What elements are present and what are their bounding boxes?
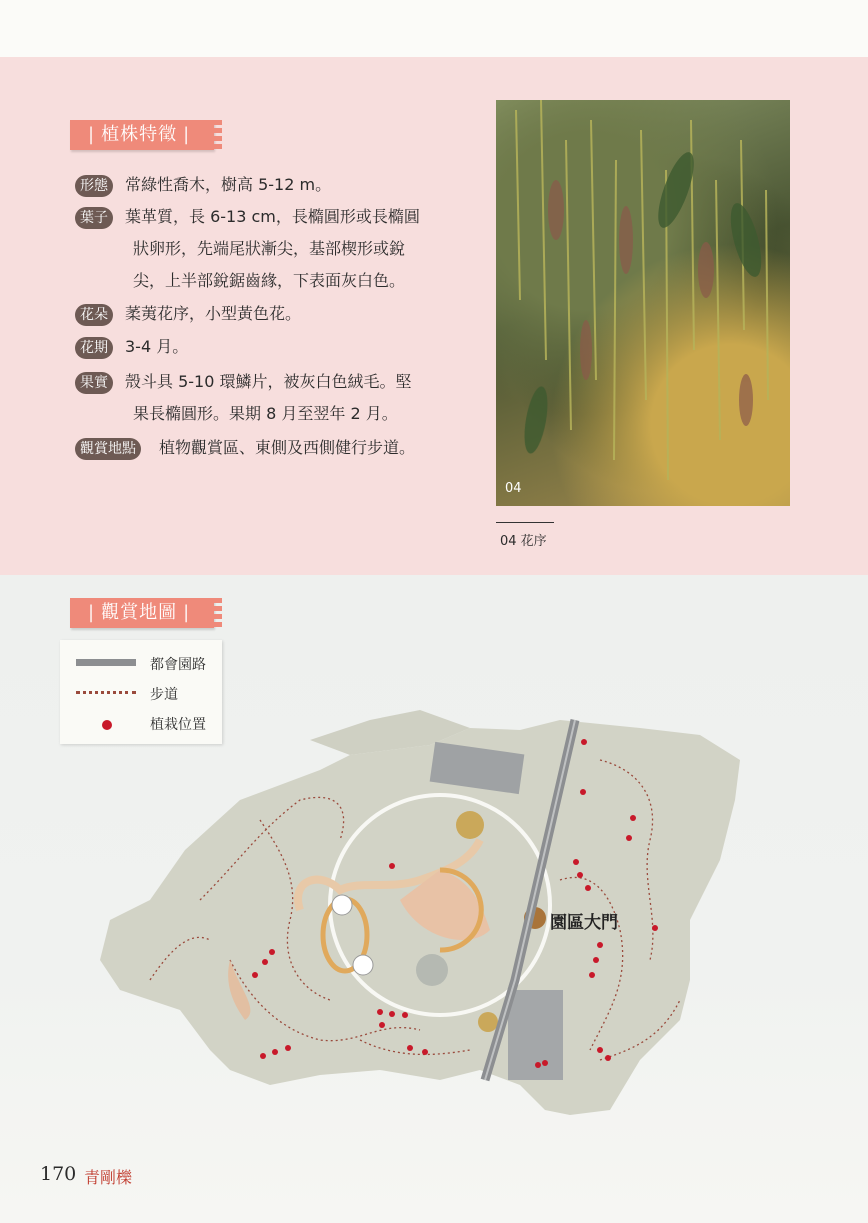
plant-dot <box>581 739 587 745</box>
feature-text: 尖，上半部銳鋸齒緣，下表面灰白色。 <box>133 271 406 290</box>
feature-badge: 花期 <box>75 337 113 359</box>
plant-dot <box>573 859 579 865</box>
photo-caption: 04 花序 <box>500 534 547 549</box>
feature-text: 狀卵形，先端尾狀漸尖，基部楔形或銳 <box>133 239 406 258</box>
plant-dot <box>535 1062 541 1068</box>
page-number: 170 <box>40 1163 77 1185</box>
feature-badge: 果實 <box>75 372 113 394</box>
fountain <box>353 955 373 975</box>
features-section-tag: | 植株特徵 | <box>70 120 214 150</box>
plant-dot <box>402 1012 408 1018</box>
feature-text: 果長橢圓形。果期 8 月至翌年 2 月。 <box>133 404 398 423</box>
plant-dot <box>597 942 603 948</box>
plant-dot <box>422 1049 428 1055</box>
legend-path-swatch <box>76 691 136 694</box>
plant-dot <box>389 863 395 869</box>
landmark <box>478 1012 498 1032</box>
photo-number: 04 <box>505 481 522 496</box>
feature-badge: 葉子 <box>75 207 113 229</box>
map-section-title: 觀賞地圖 <box>101 602 178 623</box>
plaza <box>416 954 448 986</box>
plant-dot <box>630 815 636 821</box>
landmark <box>456 811 484 839</box>
feature-badge: 形態 <box>75 175 113 197</box>
plant-dot <box>597 1047 603 1053</box>
plant-dot <box>605 1055 611 1061</box>
feature-text: 殼斗具 5-10 環鱗片，被灰白色絨毛。堅 <box>125 372 412 391</box>
legend-plant-label: 植栽位置 <box>150 717 206 733</box>
legend-road-label: 都會園路 <box>150 657 206 673</box>
plant-dot <box>580 789 586 795</box>
plant-dot <box>589 972 595 978</box>
plant-dot <box>593 957 599 963</box>
legend-plant-swatch <box>102 720 112 730</box>
feature-badge: 花朵 <box>75 304 113 326</box>
feature-badge: 觀賞地點 <box>75 438 141 460</box>
plant-dot <box>262 959 268 965</box>
plant-dot <box>577 872 583 878</box>
map-section-tag: | 觀賞地圖 | <box>70 598 214 628</box>
feature-text: 植物觀賞區、東側及西側健行步道。 <box>159 438 416 457</box>
plant-dot <box>389 1011 395 1017</box>
plant-dot <box>626 835 632 841</box>
legend-road-swatch <box>76 659 136 666</box>
map-legend <box>60 640 222 744</box>
plant-dot <box>407 1045 413 1051</box>
plant-dot <box>272 1049 278 1055</box>
plant-dot <box>252 972 258 978</box>
feature-text: 葉革質，長 6-13 cm，長橢圓形或長橢圓 <box>125 207 420 226</box>
plant-dot <box>269 949 275 955</box>
features-section-title: 植株特徵 <box>101 124 178 145</box>
plant-dot <box>285 1045 291 1051</box>
plant-dot <box>585 885 591 891</box>
plant-dot <box>652 925 658 931</box>
legend-path-label: 步道 <box>150 687 178 703</box>
main-gate-label: 園區大門 <box>550 913 618 933</box>
fountain <box>332 895 352 915</box>
feature-text: 葇荑花序，小型黃色花。 <box>125 304 302 323</box>
plant-dot <box>260 1053 266 1059</box>
running-title: 青剛櫟 <box>84 1168 133 1187</box>
plant-dot <box>377 1009 383 1015</box>
feature-text: 常綠性喬木，樹高 5-12 m。 <box>125 175 332 194</box>
feature-text: 3-4 月。 <box>125 337 189 356</box>
plant-dot <box>379 1022 385 1028</box>
plant-dot <box>542 1060 548 1066</box>
